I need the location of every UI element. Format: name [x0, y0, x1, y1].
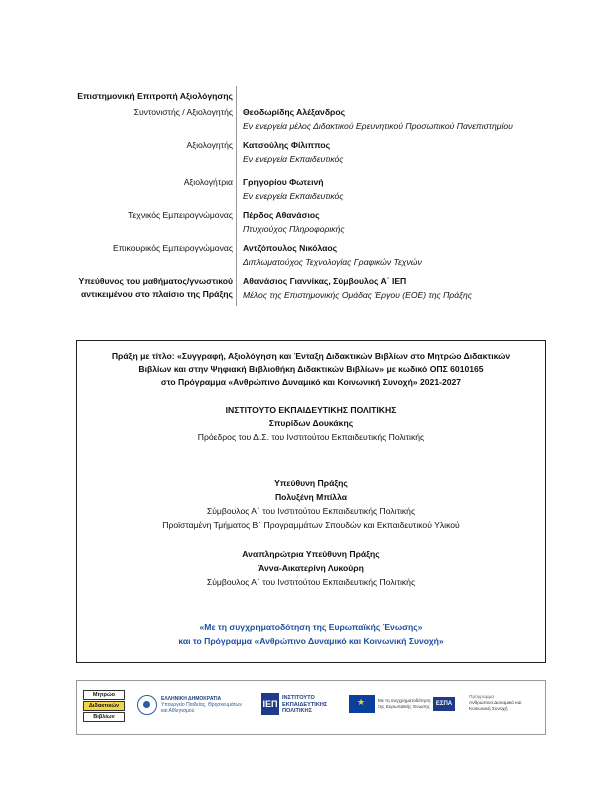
- programme-text: [469, 695, 543, 713]
- role-label: Τεχνικός Εμπειρογνώμονας: [128, 210, 233, 220]
- mitroo-word-3: Βιβλίων: [83, 712, 125, 722]
- mitroo-word-1: Μητρώο: [83, 690, 125, 700]
- committee-divider: [236, 86, 237, 306]
- member-name: Πέρδος Αθανάσιος: [243, 210, 320, 220]
- project-title-line1: Πράξη με τίτλο: «Συγγραφή, Αξιολόγηση και Ένταξη Διδακτικών Βιβλίων στο Μητρώο Διδακτικών: [111, 351, 511, 361]
- mitroo-logo: [83, 689, 125, 723]
- eu-text-1: Με τη συγχρηματοδότηση: [378, 698, 431, 703]
- iep-text: [282, 695, 327, 715]
- iep-mark: ΙΕΠ: [261, 693, 279, 715]
- espa-logo: ΕΣΠΑ: [433, 697, 455, 711]
- role-label: Αξιολογητής: [186, 140, 233, 150]
- project-info-box: [76, 340, 546, 663]
- eu-text: [378, 698, 430, 709]
- member-description: Εν ενεργεία Εκπαιδευτικός: [243, 154, 344, 164]
- ministry-line-1: Υπουργείο Παιδείας, Θρησκευμάτων: [161, 702, 243, 708]
- responsible-title-2: Προϊσταμένη Τμήματος Β΄ Προγραμμάτων Σπουδών και Εκπαιδευτικού Υλικού: [162, 520, 460, 530]
- role-label: Αξιολογήτρια: [183, 177, 233, 187]
- member-description: Εν ενεργεία μέλος Διδακτικού Ερευνητικού Προσωπικού Πανεπιστημίου: [243, 121, 513, 131]
- institute-name: ΙΝΣΤΙΤΟΥΤΟ ΕΚΠΑΙΔΕΥΤΙΚΗΣ ΠΟΛΙΤΙΚΗΣ: [225, 405, 397, 415]
- member-description: Πτυχιούχος Πληροφορικής: [243, 224, 345, 234]
- member-name: Θεοδωρίδης Αλέξανδρος: [243, 107, 346, 117]
- responsible-name: Πολυξένη Μπίλλα: [274, 492, 348, 502]
- iep-text-3: ΠΟΛΙΤΙΚΗΣ: [282, 708, 312, 714]
- president-name: Σπυρίδων Δουκάκης: [268, 418, 354, 428]
- footer-logo-strip: [76, 680, 546, 735]
- greek-seal-icon: [137, 695, 157, 715]
- member-name: Κατσούλης Φίλιππος: [243, 140, 331, 150]
- responsible-title-1: Σύμβουλος Α΄ του Ινστιτούτου Εκπαιδευτικής Πολιτικής: [206, 506, 416, 516]
- ministry-line-2: και Αθλητισμού: [161, 708, 195, 714]
- deputy-label: Αναπληρώτρια Υπεύθυνη Πράξης: [242, 549, 380, 559]
- project-title-line2: Βιβλίων και στην Ψηφιακή Βιβλιοθήκη Διδακτικών Βιβλίων» με κωδικό ΟΠΣ 6010165: [138, 364, 484, 374]
- programme-small: Πρόγραμμα: [469, 695, 495, 700]
- member-description: Μέλος της Επιστημονικής Ομάδας Έργου (ΕΟΕ) της Πράξης: [243, 290, 472, 300]
- member-name: Αντζόπουλος Νικόλαος: [243, 243, 338, 253]
- role-label-line2: αντικειμένου στο πλαίσιο της Πράξης: [80, 289, 233, 299]
- deputy-name: Άννα-Αικατερίνη Λυκούρη: [258, 563, 364, 573]
- iep-text-1: ΙΝΣΤΙΤΟΥΤΟ: [282, 695, 315, 701]
- role-label: Υπεύθυνος του μαθήματος/γνωστικού: [78, 276, 233, 286]
- funding-line-2: και το Πρόγραμμα «Ανθρώπινο Δυναμικό και Κοινωνική Συνοχή»: [178, 636, 444, 646]
- deputy-title: Σύμβουλος Α΄ του Ινστιτούτου Εκπαιδευτικής Πολιτικής: [206, 577, 416, 587]
- member-description: Εν ενεργεία Εκπαιδευτικός: [243, 191, 344, 201]
- member-description: Διπλωματούχος Τεχνολογίας Γραφικών Τεχνών: [243, 257, 422, 267]
- mitroo-word-2: Διδακτικών: [83, 701, 125, 711]
- programme-text-1: Ανθρώπινο Δυναμικό και: [469, 701, 522, 706]
- iep-text-2: ΕΚΠΑΙΔΕΥΤΙΚΗΣ: [282, 701, 328, 708]
- member-name: Αθανάσιος Γιαννίκας, Σύμβουλος Α΄ ΙΕΠ: [243, 276, 407, 286]
- funding-line-1: «Με τη συγχρηματοδότηση της Ευρωπαϊκής Ένωσης»: [199, 622, 423, 632]
- eu-flag-icon: [349, 695, 375, 713]
- hellenic-republic-text: [161, 696, 242, 714]
- committee-title: Επιστημονική Επιτροπή Αξιολόγησης: [77, 91, 233, 101]
- programme-logo: [469, 695, 543, 713]
- hellenic-republic-title: ΕΛΛΗΝΙΚΗ ΔΗΜΟΚΡΑΤΙΑ: [161, 696, 222, 702]
- role-label: Επικουρικός Εμπειρογνώμονας: [112, 243, 233, 253]
- role-label: Συντονιστής / Αξιολογητής: [133, 107, 233, 117]
- responsible-label: Υπεύθυνη Πράξης: [274, 478, 348, 488]
- iep-logo: [261, 693, 337, 717]
- programme-text-2: Κοινωνική Συνοχή: [469, 707, 508, 712]
- project-title-line3: στο Πρόγραμμα «Ανθρώπινο Δυναμικό και Κοινωνική Συνοχή» 2021-2027: [160, 377, 462, 387]
- member-name: Γρηγορίου Φωτεινή: [243, 177, 324, 187]
- eu-text-2: της Ευρωπαϊκής Ένωσης: [378, 703, 430, 709]
- president-title: Πρόεδρος του Δ.Σ. του Ινστιτούτου Εκπαιδευτικής Πολιτικής: [197, 432, 425, 442]
